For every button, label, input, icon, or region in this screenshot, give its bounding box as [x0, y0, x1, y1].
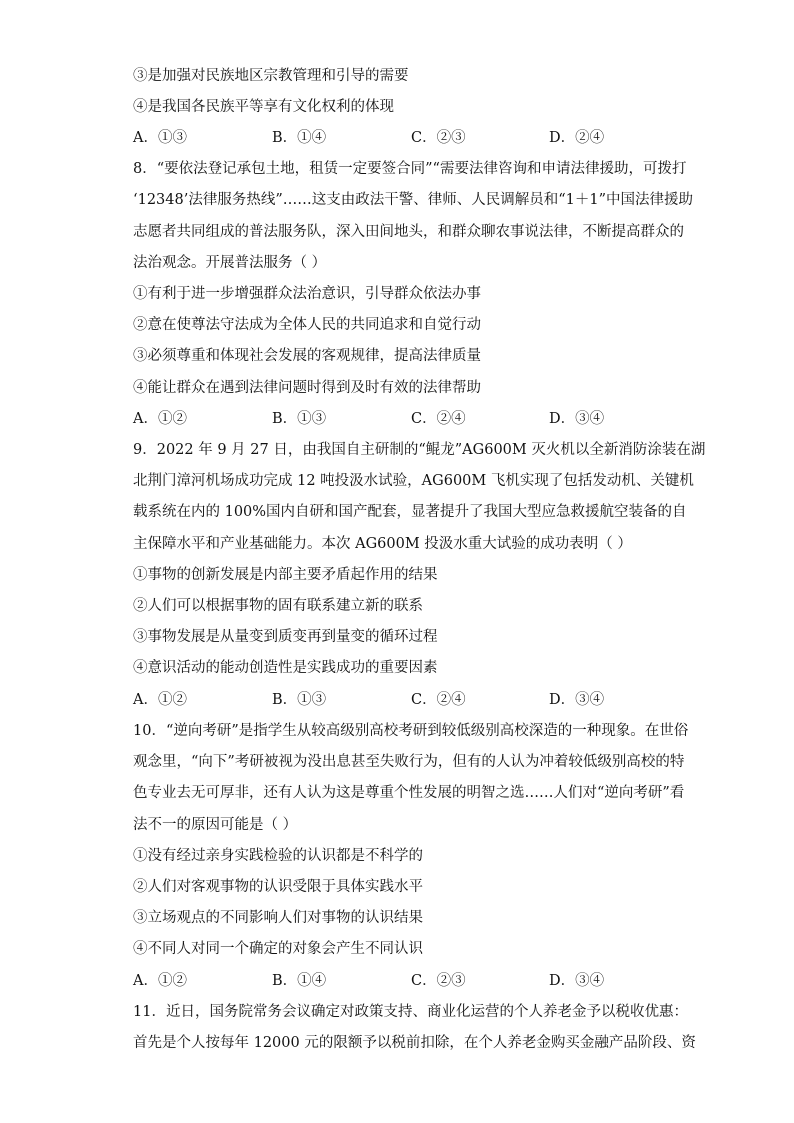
q8-statement-2: ②意在使尊法守法成为全体人民的共同追求和自觉行动 — [133, 317, 481, 333]
q9-option-c[interactable]: C．②④ — [411, 692, 466, 708]
q7-option-b[interactable]: B．①④ — [272, 130, 327, 146]
q8-stem-line-4: 法治观念。开展普法服务（ ） — [133, 255, 327, 271]
q9-statement-2: ②人们可以根据事物的固有联系建立新的联系 — [133, 598, 423, 614]
q11-stem-line-1: 11．近日，国务院常务会议确定对政策支持、商业化运营的个人养老金予以税收优惠： — [133, 1004, 688, 1020]
q8-option-a[interactable]: A．①② — [133, 411, 187, 427]
q7-option-c[interactable]: C．②③ — [411, 130, 466, 146]
q9-stem-line-2: 北荆门漳河机场成功完成 12 吨投汲水试验，AG600M 飞机实现了包括发动机、关键机 — [133, 473, 694, 489]
q7-options — [133, 128, 663, 148]
q9-stem-line-4: 主保障水平和产业基础能力。本次 AG600M 投汲水重大试验的成功表明（ ） — [133, 536, 632, 552]
q9-statement-3: ③事物发展是从量变到质变再到量变的循环过程 — [133, 629, 438, 645]
q11-stem-line-2: 首先是个人按每年 12000 元的限额予以税前扣除，在个人养老金购买金融产品阶段、资 — [133, 1035, 696, 1051]
q8-option-b[interactable]: B．①③ — [272, 411, 327, 427]
q9-option-d[interactable]: D．③④ — [549, 692, 605, 708]
q9-stem-line-3: 载系统在内的 100%国内自研和国产配套，显著提升了我国大型应急救援航空装备的自 — [133, 504, 687, 520]
q10-statement-1: ①没有经过亲身实践检验的认识都是不科学的 — [133, 848, 423, 864]
q9-statement-1: ①事物的创新发展是内部主要矛盾起作用的结果 — [133, 567, 438, 583]
q7-option-a[interactable]: A．①③ — [133, 130, 187, 146]
q9-option-b[interactable]: B．①③ — [272, 692, 327, 708]
q8-stem-line-2: ‘12348’法律服务热线”……这支由政法干警、律师、人民调解员和“1＋1”中国法律援助 — [133, 192, 694, 208]
q9-options — [133, 690, 663, 710]
q8-option-d[interactable]: D．③④ — [549, 411, 605, 427]
q10-statement-2: ②人们对客观事物的认识受限于具体实践水平 — [133, 879, 423, 895]
q10-option-b[interactable]: B．①④ — [272, 973, 327, 989]
q8-options — [133, 409, 663, 429]
q10-stem-line-2: 观念里，“向下”考研被视为没出息甚至失败行为，但有的人认为冲着较低级别高校的特 — [133, 754, 685, 770]
q9-statement-4: ④意识活动的能动创造性是实践成功的重要因素 — [133, 660, 438, 676]
q8-statement-4: ④能让群众在遇到法律问题时得到及时有效的法律帮助 — [133, 380, 481, 396]
q10-statement-3: ③立场观点的不同影响人们对事物的认识结果 — [133, 910, 423, 926]
q10-statement-4: ④不同人对同一个确定的对象会产生不同认识 — [133, 941, 423, 957]
q10-stem-line-4: 法不一的原因可能是（ ） — [133, 817, 298, 833]
q8-stem-line-1: 8．“要依法登记承包土地，租赁一定要签合同”“需要法律咨询和申请法律援助，可拨打 — [133, 161, 687, 177]
q10-options — [133, 971, 663, 991]
q10-option-a[interactable]: A．①② — [133, 973, 187, 989]
q9-option-a[interactable]: A．①② — [133, 692, 187, 708]
q8-option-c[interactable]: C．②④ — [411, 411, 466, 427]
q10-option-d[interactable]: D．③④ — [549, 973, 605, 989]
q10-stem-line-1: 10．“逆向考研”是指学生从较高级别高校考研到较低级别高校深造的一种现象。在世俗 — [133, 723, 689, 739]
q10-stem-line-3: 色专业去无可厚非，还有人认为这是尊重个性发展的明智之选……人们对“逆向考研”看 — [133, 785, 685, 801]
q7-option-d[interactable]: D．②④ — [549, 130, 605, 146]
q7-statement-4: ④是我国各民族平等享有文化权利的体现 — [133, 99, 394, 115]
q8-stem-line-3: 志愿者共同组成的普法服务队，深入田间地头，和群众聊农事说法律，不断提高群众的 — [133, 224, 684, 240]
q9-stem-line-1: 9．2022 年 9 月 27 日，由我国自主研制的“鲲龙”AG600M 灭火机以全新消防涂装在湖 — [133, 442, 706, 458]
q10-option-c[interactable]: C．②③ — [411, 973, 466, 989]
q8-statement-1: ①有利于进一步增强群众法治意识，引导群众依法办事 — [133, 286, 481, 302]
q8-statement-3: ③必须尊重和体现社会发展的客观规律，提高法律质量 — [133, 348, 481, 364]
q7-statement-3: ③是加强对民族地区宗教管理和引导的需要 — [133, 68, 409, 84]
